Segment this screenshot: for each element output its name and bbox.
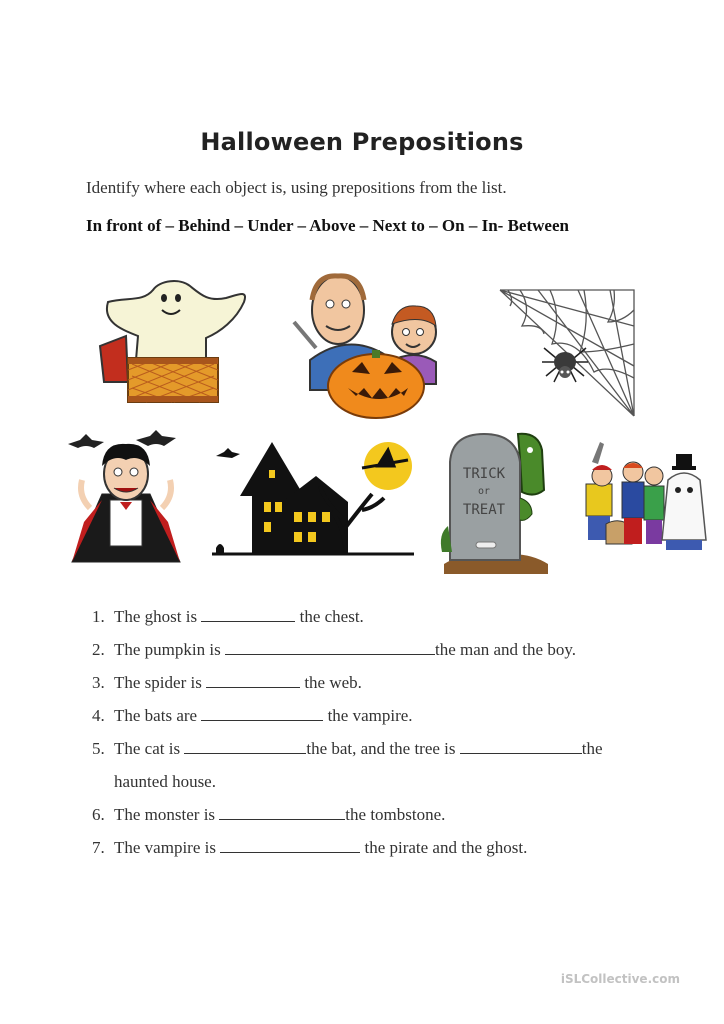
answer-blank[interactable] — [460, 739, 582, 754]
sentence-text: the pirate and the ghost. — [360, 838, 528, 857]
sentence-text: The monster is — [114, 805, 220, 824]
sentence-text: the web. — [300, 673, 362, 692]
sentence-text: the bat, and the tree is — [306, 739, 460, 758]
tombstone-text-or: or — [477, 486, 491, 497]
sentence-number: 6. — [92, 805, 105, 824]
sentence-item — [92, 831, 603, 864]
fill-in-sentence-list — [92, 600, 603, 864]
sentence-text: The pumpkin is — [114, 640, 225, 659]
sentence-text: the — [581, 739, 603, 758]
sentence-item — [92, 732, 603, 765]
answer-blank[interactable] — [201, 607, 295, 622]
sentence-item — [92, 633, 603, 666]
preposition-word-list: In front of – Behind – Under – Above – Next to – On – In- Between — [86, 216, 569, 235]
sentence-item — [92, 699, 603, 732]
sentence-text: the tombstone. — [345, 805, 446, 824]
answer-blank[interactable] — [220, 838, 360, 853]
spider-web-picture — [498, 286, 638, 422]
costume-kids-picture — [576, 440, 712, 556]
answer-blank[interactable] — [206, 673, 300, 688]
haunted-house-picture — [212, 436, 414, 558]
sentence-text: the man and the boy. — [434, 640, 576, 659]
sentence-item — [92, 600, 603, 633]
sentence-text: the chest. — [295, 607, 364, 626]
sentence-text: The bats are — [114, 706, 202, 725]
tombstone-text-treat: TREAT — [462, 502, 506, 518]
sentence-number: 1. — [92, 607, 105, 626]
instruction-text: Identify where each object is, using prepositions from the list. — [86, 178, 507, 197]
sentence-text: The spider is — [114, 673, 207, 692]
worksheet-title: Halloween Prepositions — [200, 128, 524, 156]
sentence-item — [92, 666, 603, 699]
sentence-number: 2. — [92, 640, 105, 659]
sentence-text: The ghost is — [114, 607, 202, 626]
sentence-number: 7. — [92, 838, 105, 857]
sentence-number: 4. — [92, 706, 105, 725]
tombstone-monster-picture — [436, 428, 554, 576]
sentence-text: The cat is — [114, 739, 185, 758]
sentence-text: the vampire. — [323, 706, 413, 725]
answer-blank[interactable] — [201, 706, 323, 721]
sentence-continuation: haunted house. — [114, 772, 216, 791]
sentence-number: 3. — [92, 673, 105, 692]
sentence-item — [92, 798, 603, 831]
site-watermark: iSLCollective.com — [560, 972, 680, 986]
tombstone-text-trick: TRICK — [462, 466, 506, 482]
sentence-text: The vampire is — [114, 838, 221, 857]
answer-blank[interactable] — [219, 805, 345, 820]
sentence-number: 5. — [92, 739, 105, 758]
ghost-chest-picture — [98, 272, 250, 408]
answer-blank[interactable] — [184, 739, 306, 754]
vampire-bats-picture — [64, 430, 188, 568]
answer-blank[interactable] — [225, 640, 435, 655]
man-boy-pumpkin-picture — [290, 260, 450, 422]
